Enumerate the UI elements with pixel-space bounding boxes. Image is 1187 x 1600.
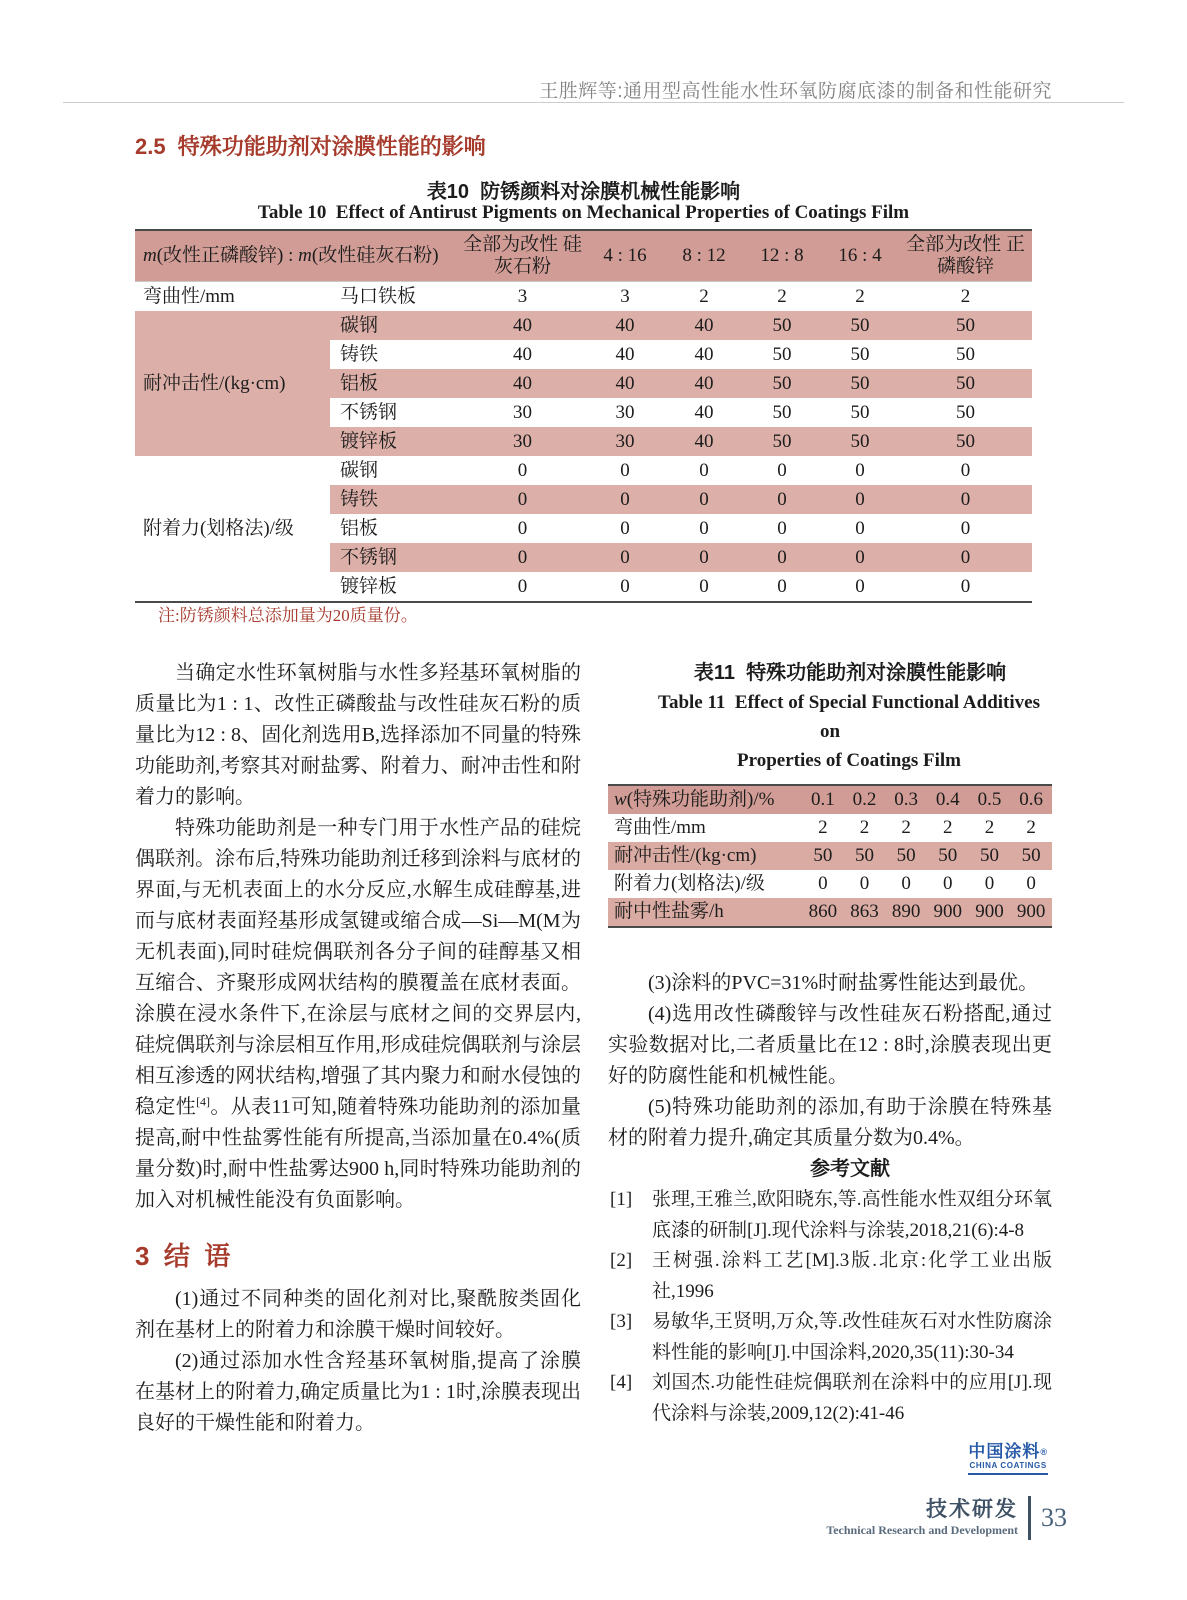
row-property-label: 弯曲性/mm xyxy=(143,285,235,307)
table10-col-header: 全部为改性 正磷酸锌 xyxy=(899,230,1032,282)
substrate-cell: 不锈钢 xyxy=(330,543,460,572)
citation-superscript: [4] xyxy=(196,1094,211,1109)
reference-number: [2] xyxy=(610,1250,633,1271)
table10-header-row xyxy=(135,230,1032,282)
table-cell: 50 xyxy=(821,369,899,398)
reference-text: 易敏华,王贤明,万众,等.改性硅灰石对水性防腐涂料性能的影响[J].中国涂料,2020,35(11):30-34 xyxy=(652,1311,1052,1363)
running-head: 王胜辉等:通用型高性能水性环氧防腐底漆的制备和性能研究 xyxy=(539,81,1052,102)
table-cell: 0 xyxy=(620,517,630,539)
substrate-cell: 铝板 xyxy=(340,517,379,539)
reference-number: [3] xyxy=(610,1311,633,1332)
table-cell: 890 xyxy=(885,898,927,927)
footer-labels xyxy=(826,1498,1028,1539)
table-cell: 860 xyxy=(802,898,844,927)
table10-row-impact xyxy=(135,311,1032,340)
table-cell: 0 xyxy=(665,543,743,572)
table11-row-saltspray xyxy=(608,898,1052,927)
table-cell: 40 xyxy=(694,343,714,365)
table-cell: 50 xyxy=(885,842,927,870)
table11-caption-cn: 表11 特殊功能助剂对涂膜性能影响 xyxy=(693,662,1007,684)
table-cell: 2 xyxy=(943,816,953,838)
reference-text: 刘国杰.功能性硅烷偶联剂在涂料中的应用[J].现代涂料与涂装,2009,12(2):41-46 xyxy=(652,1372,1052,1424)
table-cell: 0 xyxy=(699,459,709,481)
table-cell: 3 xyxy=(517,285,528,307)
substrate-cell: 碳钢 xyxy=(340,459,379,481)
table-cell: 900 xyxy=(927,898,969,927)
table-cell: 2 xyxy=(901,816,911,838)
table-cell: 50 xyxy=(802,842,844,870)
table11-row-impact xyxy=(608,842,1052,870)
table-cell: 0 xyxy=(699,575,709,597)
row-property-label: 耐冲击性/(kg·cm) xyxy=(135,311,330,456)
page-footer xyxy=(826,1496,1067,1540)
table-cell: 40 xyxy=(665,311,743,340)
conclusion-item-5: (5)特殊功能助剂的添加,有助于涂膜在特殊基材的附着力提升,确定其质量分数为0.4%。 xyxy=(608,1096,1052,1149)
table-cell: 0 xyxy=(517,459,528,481)
table-cell: 0 xyxy=(517,517,528,539)
table-cell: 0 xyxy=(855,459,865,481)
table10-col-header: 12 : 8 xyxy=(743,230,821,282)
table-cell: 3 xyxy=(620,285,630,307)
table10-row-adhesion xyxy=(135,456,1032,485)
header-divider xyxy=(63,102,1124,103)
table-cell: 0 xyxy=(859,872,870,894)
substrate-cell: 铸铁 xyxy=(340,343,379,365)
table-cell: 0 xyxy=(901,872,911,894)
table-cell: 50 xyxy=(927,842,969,870)
table-cell: 0 xyxy=(699,517,709,539)
registered-mark-icon: ® xyxy=(1040,1447,1048,1457)
table-cell: 40 xyxy=(513,343,532,365)
table-cell: 900 xyxy=(969,898,1011,927)
table11-header-value: 0.3 xyxy=(885,785,927,814)
table10-header-ratio-label xyxy=(135,230,460,282)
table-cell: 0 xyxy=(960,459,971,481)
table-cell: 40 xyxy=(694,401,714,423)
table-cell: 40 xyxy=(460,369,585,398)
row-property-label: 附着力(划格法)/级 xyxy=(135,456,330,602)
ratio-m2: m xyxy=(298,245,312,267)
paragraph xyxy=(135,813,581,1216)
table10-note: 注:防锈颜料总添加量为20质量份。 xyxy=(158,606,418,625)
paragraph-text: 。从表11可知,随着特殊功能助剂的添加量提高,耐中性盐雾性能有所提高,当添加量在0.4%(质量分数)时,耐中性盐雾达900 h,同时特殊功能助剂的加入对机械性能没有负面影响。 xyxy=(135,1096,581,1211)
table-cell: 0 xyxy=(777,575,787,597)
substrate-cell: 铝板 xyxy=(330,369,460,398)
table-cell: 0 xyxy=(620,575,630,597)
table-cell: 0 xyxy=(1026,872,1036,894)
table-cell: 30 xyxy=(460,427,585,456)
table-cell: 30 xyxy=(513,401,532,423)
table-cell: 0 xyxy=(899,485,1032,514)
body-column-left xyxy=(135,658,581,1439)
table11-special-additives xyxy=(608,784,1052,928)
table-cell: 0 xyxy=(984,872,995,894)
table10-col-header: 16 : 4 xyxy=(821,230,899,282)
table-cell: 0 xyxy=(899,543,1032,572)
substrate-cell: 镀锌板 xyxy=(330,427,460,456)
table-cell: 0 xyxy=(855,575,865,597)
table-cell: 0 xyxy=(777,459,787,481)
table11-header-value: 0.6 xyxy=(1010,785,1052,814)
table-cell: 0 xyxy=(960,575,971,597)
reference-text: 王树强.涂料工艺[M].3版.北京:化学工业出版社,1996 xyxy=(652,1250,1052,1302)
table11-caption-en-line1: Table 11 Effect of Special Functional Additives on xyxy=(658,692,1045,742)
table-cell: 0 xyxy=(943,872,953,894)
substrate-cell: 铸铁 xyxy=(330,485,460,514)
table11-header-value: 0.5 xyxy=(969,785,1011,814)
table11-header-value: 0.2 xyxy=(844,785,886,814)
table-cell: 50 xyxy=(956,401,975,423)
table-cell: 30 xyxy=(585,427,665,456)
table-cell: 2 xyxy=(1026,816,1036,838)
table11-row-bend xyxy=(608,814,1052,842)
reference-item xyxy=(608,1368,1052,1429)
table-cell: 0 xyxy=(585,543,665,572)
table-cell: 0 xyxy=(460,485,585,514)
footer-section-en: Technical Research and Development xyxy=(826,1522,1018,1537)
table-cell: 50 xyxy=(772,343,792,365)
table-cell: 50 xyxy=(821,427,899,456)
logo-en-text: CHINA COATINGS xyxy=(969,1461,1047,1470)
table-cell: 2 xyxy=(818,816,828,838)
table-cell: 0 xyxy=(855,517,865,539)
table10-row-bend xyxy=(135,282,1032,312)
header-label-text: (特殊功能助剂)/% xyxy=(626,788,775,810)
section-heading-conclusion: 3 结 语 xyxy=(135,1241,231,1271)
table-cell: 50 xyxy=(743,311,821,340)
table10-antirust-pigments xyxy=(135,229,1032,603)
table11-header-label xyxy=(608,785,802,814)
w-symbol: w xyxy=(614,788,627,810)
table10-col-header: 8 : 12 xyxy=(665,230,743,282)
paragraph: 当确定水性环氧树脂与水性多羟基环氧树脂的质量比为1 : 1、改性正磷酸盐与改性硅灰石粉的质量比为12 : 8、固化剂选用B,选择添加不同量的特殊功能助剂,考察其对耐盐雾、附着力、耐冲击性和附着力的影响。 xyxy=(135,662,581,808)
reference-item xyxy=(608,1307,1052,1368)
table-cell: 50 xyxy=(899,427,1032,456)
table-cell: 50 xyxy=(1010,842,1052,870)
table-cell: 2 xyxy=(855,285,865,307)
table-cell: 0 xyxy=(818,872,828,894)
table-cell: 863 xyxy=(844,898,886,927)
reference-text: 张理,王雅兰,欧阳晓东,等.高性能水性双组分环氧底漆的研制[J].现代涂料与涂装,2018,21(6):4-8 xyxy=(652,1189,1052,1241)
table10-caption-en: Table 10 Effect of Antirust Pigments on Mechanical Properties of Coatings Film xyxy=(257,202,910,223)
substrate-cell: 镀锌板 xyxy=(340,575,398,597)
table-cell: 40 xyxy=(585,311,665,340)
row-label: 附着力(划格法)/级 xyxy=(614,872,765,894)
substrate-cell: 碳钢 xyxy=(330,311,460,340)
table-cell: 0 xyxy=(777,517,787,539)
paragraph-text: 特殊功能助剂是一种专门用于水性产品的硅烷偶联剂。涂布后,特殊功能助剂迁移到涂料与底材的界面,与无机表面上的水分反应,水解生成硅醇基,进而与底材表面羟基形成氢键或缩合成—Si—M(M为无机表面),同时硅烷偶联剂各分子间的硅醇基又相互缩合、齐聚形成网状结构的膜覆盖在底材表面。涂膜在浸水条件下,在涂层与底材之间的交界层内,硅烷偶联剂与涂层相互作用,形成硅烷偶联剂与涂层相互渗透的网状结构,增强了其内聚力和耐水侵蚀的稳定性 xyxy=(135,817,581,1118)
row-label: 耐冲击性/(kg·cm) xyxy=(608,842,802,870)
substrate-cell: 马口铁板 xyxy=(340,285,417,307)
table11-header-value: 0.1 xyxy=(802,785,844,814)
conclusion-item-4: (4)选用改性磷酸锌与改性硅灰石粉搭配,通过实验数据对比,二者质量比在12 : 8时,涂膜表现出更好的防腐性能和机械性能。 xyxy=(608,1003,1052,1087)
table-cell: 0 xyxy=(821,543,899,572)
table-cell: 50 xyxy=(743,427,821,456)
table-cell: 0 xyxy=(743,485,821,514)
logo-cn-text xyxy=(968,1443,1048,1461)
reference-number: [4] xyxy=(610,1372,633,1393)
ratio-t2: (改性硅灰石粉) xyxy=(311,245,439,267)
table-cell: 50 xyxy=(956,343,975,365)
body-column-right xyxy=(608,658,1052,1478)
table-cell: 2 xyxy=(984,816,995,838)
conclusion-item-3: (3)涂料的PVC=31%时耐盐雾性能达到最优。 xyxy=(648,972,1039,994)
table-cell: 40 xyxy=(585,369,665,398)
table-cell: 30 xyxy=(615,401,635,423)
table-cell: 0 xyxy=(460,543,585,572)
table11-caption-en-line2: Properties of Coatings Film xyxy=(737,750,961,771)
table11-header-row xyxy=(608,785,1052,814)
table-cell: 2 xyxy=(859,816,870,838)
table-cell: 50 xyxy=(899,311,1032,340)
conclusion-item-2: (2)通过添加水性含羟基环氧树脂,提高了涂膜在基材上的附着力,确定质量比为1 : 1时,涂膜表现出良好的干燥性能和附着力。 xyxy=(135,1350,581,1434)
table-cell: 0 xyxy=(960,517,971,539)
references-heading: 参考文献 xyxy=(810,1158,890,1180)
conclusion-item-1: (1)通过不同种类的固化剂对比,聚酰胺类固化剂在基材上的附着力和涂膜干燥时间较好。 xyxy=(135,1288,581,1341)
table-cell: 0 xyxy=(743,543,821,572)
table-cell: 0 xyxy=(665,485,743,514)
table10-col-header: 全部为改性 硅灰石粉 xyxy=(460,230,585,282)
table11-header-value: 0.4 xyxy=(927,785,969,814)
table-cell: 2 xyxy=(699,285,709,307)
section-heading-2-5: 2.5 特殊功能助剂对涂膜性能的影响 xyxy=(135,134,486,159)
table-cell: 40 xyxy=(460,311,585,340)
table-cell: 50 xyxy=(850,343,870,365)
table-cell: 50 xyxy=(821,311,899,340)
page-number: 33 xyxy=(1041,1503,1067,1532)
china-coatings-logo xyxy=(608,1443,1052,1478)
footer-section-cn: 技术研发 xyxy=(926,1497,1018,1521)
ratio-t1: (改性正磷酸锌) : xyxy=(156,245,299,267)
table-cell: 40 xyxy=(665,369,743,398)
reference-number: [1] xyxy=(610,1189,633,1210)
table-cell: 50 xyxy=(899,369,1032,398)
table11-row-adhesion xyxy=(608,870,1052,898)
table-cell: 0 xyxy=(517,575,528,597)
table-cell: 0 xyxy=(620,459,630,481)
row-label: 耐中性盐雾/h xyxy=(608,898,802,927)
reference-item xyxy=(608,1185,1052,1246)
table-cell: 900 xyxy=(1010,898,1052,927)
table-cell: 0 xyxy=(821,485,899,514)
table-cell: 2 xyxy=(960,285,971,307)
substrate-cell: 不锈钢 xyxy=(340,401,398,423)
table-cell: 50 xyxy=(850,401,870,423)
reference-item xyxy=(608,1246,1052,1307)
table-cell: 50 xyxy=(772,401,792,423)
row-label: 弯曲性/mm xyxy=(614,816,706,838)
logo-block xyxy=(968,1443,1048,1475)
table-cell: 2 xyxy=(777,285,787,307)
table-cell: 50 xyxy=(743,369,821,398)
table10-caption-cn: 表10 防锈颜料对涂膜机械性能影响 xyxy=(426,181,741,203)
table-cell: 40 xyxy=(665,427,743,456)
table-cell: 50 xyxy=(969,842,1011,870)
table-cell: 0 xyxy=(585,485,665,514)
table10-col-header: 4 : 16 xyxy=(585,230,665,282)
table-cell: 40 xyxy=(615,343,635,365)
logo-cn: 中国涂料 xyxy=(968,1442,1041,1461)
ratio-m1: m xyxy=(143,245,157,267)
table-cell: 50 xyxy=(844,842,886,870)
